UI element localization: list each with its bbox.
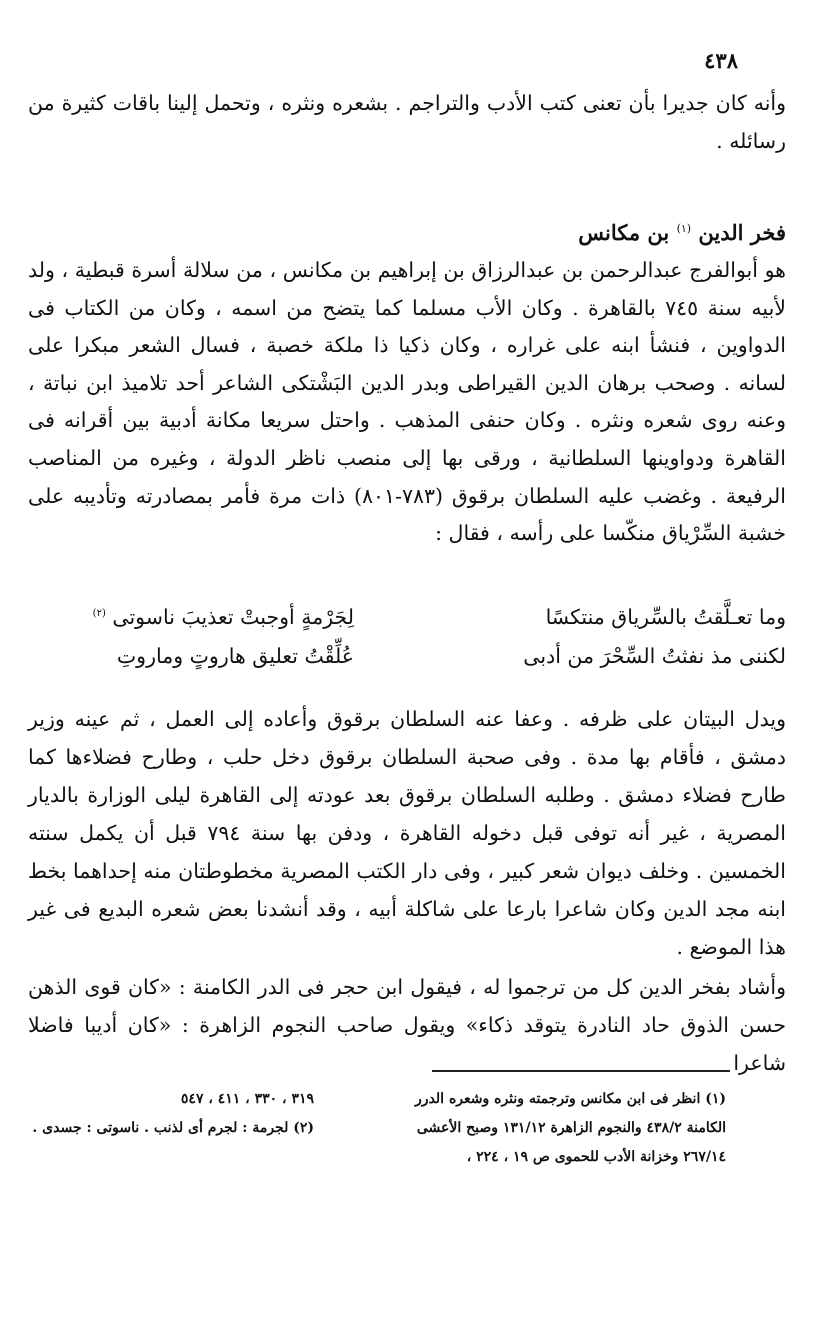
verse-1-second-text: لِجَرْمةٍ أوجبتْ تعذيبَ ناسوتى [112, 605, 354, 629]
verse-2-second-hemistich: عُلِّقْتُ تعليق هاروتٍ وماروتِ [116, 644, 354, 668]
heading-title: فخر الدين [698, 220, 786, 245]
heading-name: بن مكانس [578, 220, 670, 245]
intro-paragraph: وأنه كان جديرا بأن تعنى كتب الأدب والتراجم . بشعره ونثره ، وتحمل إلينا باقات كثيرة من رسائله . [28, 91, 786, 153]
closing-paragraph: وأشاد بفخر الدين كل من ترجموا له ، فيقول ابن حجر فى الدر الكامنة : «كان قوى الذهن حسن الذوق حاد النادرة يتوقد ذكاء» ويقول صاحب النجوم الزاهرة : «كان أديبا فاضلا شاعرا [28, 975, 786, 1075]
footnote-1-line-2: الكامنة ٤٣٨/٢ والنجوم الزاهرة ١٣١/١٢ وصبح الأعشى [416, 1120, 726, 1136]
verse-footnote-mark: (٢) [92, 608, 106, 620]
bio-paragraph: هو أبوالفرج عبدالرحمن بن عبدالرزاق بن إبراهيم بن مكانس ، من سلالة أسرة قبطية ، ولد لأبيه سنة ٧٤٥ بالقاهرة . وكان الأب مسلما كما يتضح من اسمه ، وكان من الكتاب فى الدواوين ، فنشأ ابنه على غراره ، وكان ذكيا ذا ملكة خصبة ، فسال الشعر مبكرا على لسانه . وصحب برهان الدين القيراطى وبدر الدين البَشْتكى الشاعر أحد تلاميذ ابن نباتة ، وعنه روى شعره ونثره . وكان حنفى المذهب . واحتل سريعا مكانة أدبية بين أقرانه فى القاهرة ودواوينها السلطانية ، ورقى بها إلى منصب ناظر الدولة ، وغيره من المناصب الرفيعة . وغضب عليه السلطان برقوق (٧٨٣-٨٠١) ذات مرة فأمر بمصادرته وتأديبه على خشبة السِّرْياق منكّسا على رأسه ، فقال : [28, 258, 786, 546]
footnote-1-continuation: ٣١٩ ، ٣٣٠ ، ٤١١ ، ٥٤٧ [180, 1091, 314, 1107]
footnote-1-line-1: (١) انظر فى ابن مكانس وترجمته ونثره وشعره الدرر [415, 1091, 726, 1107]
verse-2-first-hemistich: لكننى مذ نفثتُ السِّحْرَ من أدبى [523, 644, 786, 668]
footnote-1 [415, 1085, 726, 1172]
footnote-divider [432, 1070, 730, 1072]
footnote-2-text: (٢) لجرمة : لجرم أى لذنب . ناسوتى : جسدى . [32, 1120, 314, 1136]
section-heading [578, 220, 786, 245]
footnote-2 [32, 1085, 314, 1143]
verse-1-second-hemistich [93, 605, 354, 629]
verse-1-first-hemistich: وما تعـلَّقتُ بالسِّرياق منتكسًا [545, 605, 786, 629]
footnote-1-line-3: ٢٦٧/١٤ وخزانة الأدب للحموى ص ١٩ ، ٢٢٤ ، [466, 1149, 726, 1165]
body-paragraph: ويدل البيتان على ظرفه . وعفا عنه السلطان برقوق وأعاده إلى العمل ، ثم عينه وزير دمشق ، فأقام بها مدة . وفى صحبة السلطان برقوق دخل حلب ، وطارح فضلاءها كما طارح فضلاء دمشق . وطلبه السلطان برقوق بعد عودته إلى القاهرة ليلى الوزارة بالديار المصرية ، غير أنه توفى قبل دخوله القاهرة ، ودفن بها سنة ٧٩٤ قبل أن يكمل سنته الخمسين . وخلف ديوان شعر كبير ، وفى دار الكتب المصرية مخطوطتان منه إحداهما بخط ابنه مجد الدين وكان شاعرا بارعا على شاكلة أبيه ، وقد أنشدنا بعض شعره البديع فى غير هذا الموضع . [28, 707, 786, 959]
page-number: ٤٣٨ [704, 48, 738, 73]
heading-footnote-mark: (١) [676, 222, 692, 235]
